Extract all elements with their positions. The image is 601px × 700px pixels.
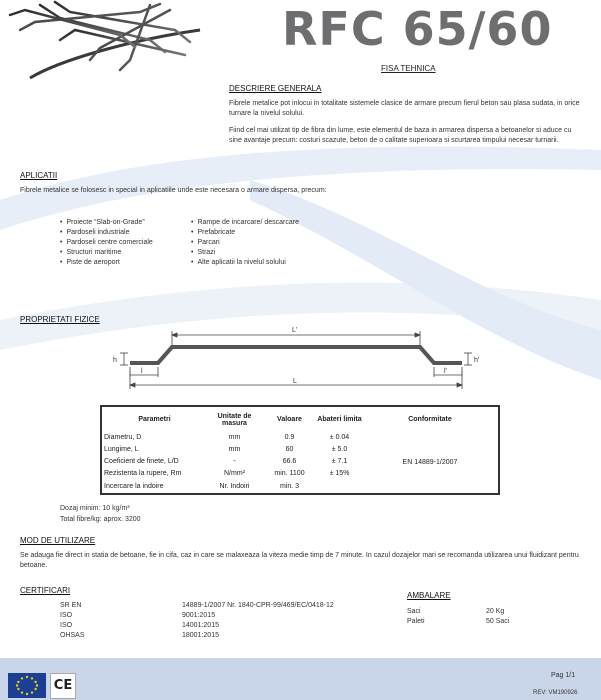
list-item: • Alte aplicatii la nivelul solului	[191, 258, 299, 268]
steel-fibers-image	[0, 0, 210, 80]
table-cell: N/mm²	[224, 470, 245, 478]
diagram-label-h: h	[113, 357, 117, 364]
cert-name: OHSAS	[60, 632, 85, 639]
section-heading-proprietati: PROPRIETATI FIZICE	[20, 315, 100, 324]
section-heading-certificari: CERTIFICARI	[20, 586, 71, 595]
table-cell: 66.6	[282, 458, 297, 466]
mod-utilizare-text: Se adauga fie direct in statia de betoane, fie in cifa, caz in care se malaxeaza la viteza medie timp de 7 minute. In cazul dozajelor mari se recomanda utilizarea unui fluidizant pentru betoane.	[20, 552, 579, 569]
certificari-values	[182, 601, 392, 641]
certificari-names	[60, 601, 170, 641]
table-cell: Coeficient de finete, L/D	[104, 458, 179, 466]
descriere-paragraph-2: Fiind cel mai utilizat tip de fibra din lume, este elementul de baza in armarea dispersa a betoanelor si aduce cu sine avantaje precum: costuri scazute, beton de o calitate superioara si scurtarea timpului necesar turnarii.	[229, 127, 572, 144]
cert-name: ISO	[60, 612, 73, 619]
table-cell: Diametru, D	[104, 434, 142, 442]
cert-name: ISO	[60, 622, 73, 629]
list-item: • Parcari	[191, 238, 299, 248]
cert-value: 18001:2015	[182, 632, 219, 639]
document-subtitle: FISA TEHNICA	[381, 64, 436, 73]
list-item: • Pardoseli centre comerciale	[60, 238, 153, 248]
total-fibre: Total fibre/kg: aprox. 3200	[60, 516, 141, 523]
cert-value: 9001:2015	[182, 612, 216, 619]
table-cell: ± 15%	[329, 470, 350, 478]
properties-table	[100, 405, 500, 495]
ambalare-value: 20 Kg	[486, 608, 505, 615]
table-cell: 0.9	[284, 434, 295, 442]
diagram-label-L-prime: L'	[292, 327, 298, 334]
aplicatii-list-left	[60, 218, 153, 268]
dozaj-minim: Dozaj minim: 10 kg/m³	[60, 505, 130, 512]
table-cell: ± 0.04	[329, 434, 350, 442]
fiber-dimension-diagram	[110, 325, 490, 393]
cert-value: 14001:2015	[182, 622, 219, 629]
table-cell: Lungime, L	[104, 446, 139, 454]
table-cell: min. 1100	[274, 470, 305, 478]
table-cell	[317, 481, 362, 494]
table-header: Unitate de masura	[217, 412, 252, 427]
revision-code: REV: VM190926	[533, 690, 578, 696]
ce-mark-icon: CE	[50, 673, 76, 699]
diagram-label-L: L	[293, 378, 297, 385]
descriere-paragraph-1: Fibrele metalice pot inlocui in totalitate sistemele clasice de armare precum fierul beton sau plasa sudata, in orice turnare la nivelul solului.	[229, 100, 580, 117]
aplicatii-intro: Fibrele metalice se folosesc in special in aplicatiile unde este necesara o armare dispersa, precum:	[20, 187, 327, 194]
table-cell: Nr. Indoiri	[219, 482, 250, 490]
table-header: Valoare	[277, 416, 302, 424]
list-item: • Structuri maritime	[60, 248, 153, 258]
table-cell: ± 5.0	[331, 446, 348, 454]
section-heading-descriere: DESCRIERE GENERALA	[229, 84, 322, 93]
footer-strip	[0, 658, 601, 700]
cert-name: SR EN	[60, 602, 82, 609]
list-item: • Pardoseli industriale	[60, 228, 153, 238]
product-title: RFC 65/60	[282, 2, 553, 56]
table-header-row	[101, 406, 499, 433]
list-item: • Proiecte “Slab-on-Grade”	[60, 218, 153, 228]
table-header: Conformitate	[408, 416, 452, 424]
diagram-label-h-prime: h'	[474, 357, 480, 364]
ambalare-values	[486, 607, 546, 627]
list-item: • Prefabricate	[191, 228, 299, 238]
cert-value: 14889-1/2007 Nr. 1840-CPR-99/469/EC/0418-12	[182, 602, 334, 609]
table-cell: -	[233, 458, 236, 466]
diagram-label-l-prime: l'	[444, 368, 447, 375]
table-cell: Incercare la indoire	[104, 482, 164, 490]
ambalare-name: Paleti	[407, 618, 425, 625]
table-cell: Rezistenta la rupere, Rm	[104, 470, 182, 478]
page-number: Pag 1/1	[551, 672, 576, 679]
table-cell: ± 7.1	[331, 458, 348, 466]
eu-flag-icon	[8, 673, 46, 698]
ambalare-value: 50 Saci	[486, 618, 510, 625]
table-cell: 60	[285, 446, 294, 454]
aplicatii-list-right	[191, 218, 299, 268]
table-header: Abateri limita	[317, 416, 362, 424]
table-header: Parametri	[138, 416, 171, 424]
list-item: • Piste de aeroport	[60, 258, 153, 268]
list-item: • Strazi	[191, 248, 299, 258]
table-cell: mm	[228, 434, 241, 442]
list-item: • Rampe de incarcare/ descarcare	[191, 218, 299, 228]
section-heading-mod: MOD DE UTILIZARE	[20, 536, 96, 545]
table-row	[101, 433, 499, 445]
table-cell: min. 3	[279, 482, 300, 490]
conformitate-cell: EN 14889-1/2007	[402, 458, 458, 466]
section-heading-ambalare: AMBALARE	[407, 591, 451, 600]
ambalare-name: Saci	[407, 608, 421, 615]
section-heading-aplicatii: APLICATII	[20, 171, 58, 180]
diagram-label-l: l	[141, 368, 143, 375]
ambalare-names	[407, 607, 467, 627]
table-cell: mm	[228, 446, 241, 454]
